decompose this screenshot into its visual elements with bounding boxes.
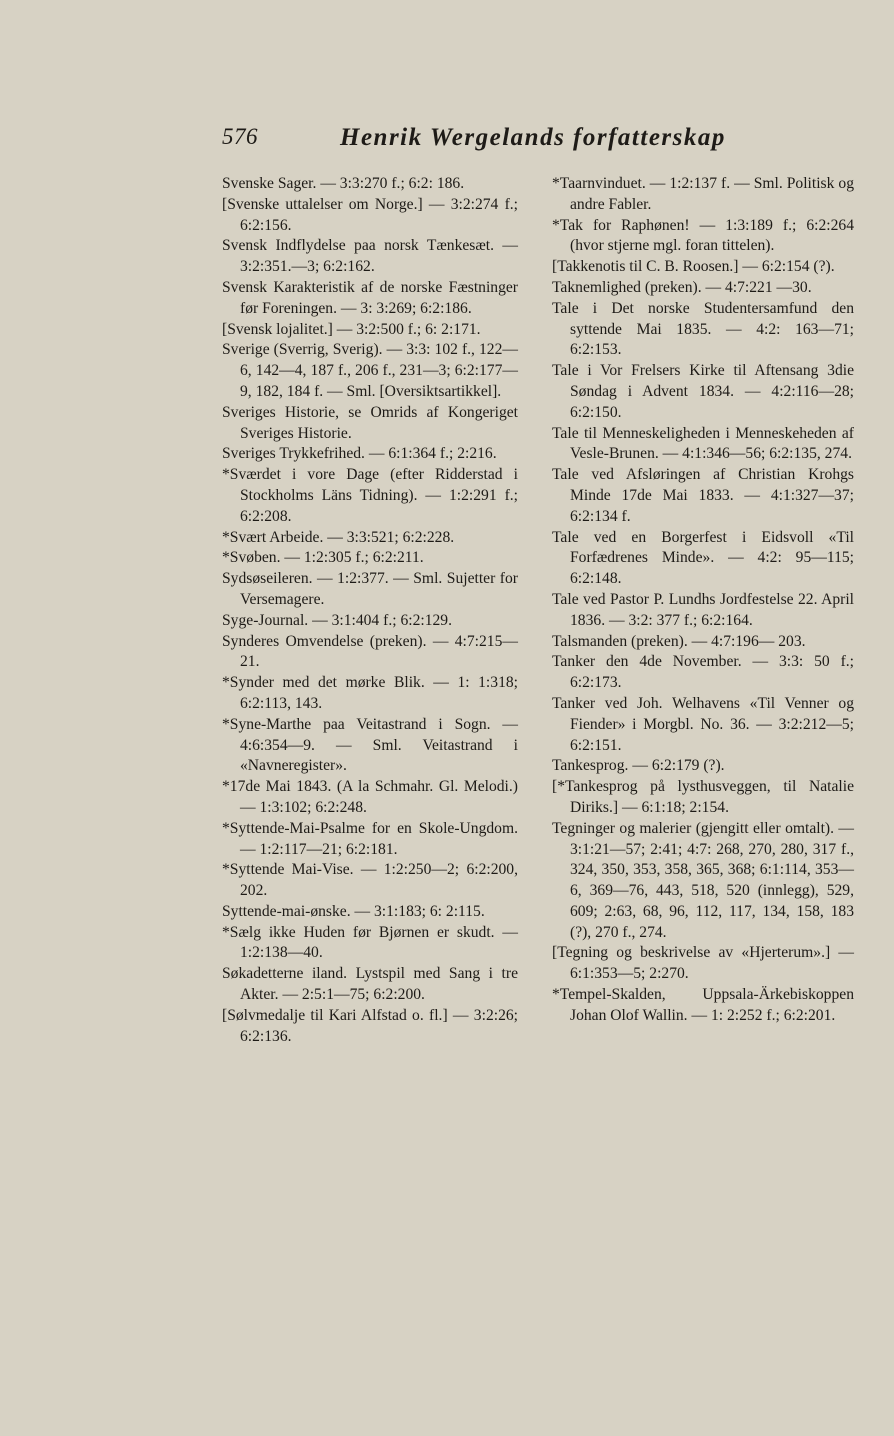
index-entry: Sverige (Sverrig, Sverig). — 3:3: 102 f., 122—6, 142—4, 187 f., 206 f., 231—3; 6:2:177—9, 182, 184 f. — Sml. [Oversiktsartikkel].: [222, 341, 518, 400]
index-entry: Tale til Menneskeligheden i Menneskeheden af Vesle-Brunen. — 4:1:346—56; 6:2:135, 274.: [552, 424, 854, 463]
index-entry: Tale ved Pastor P. Lundhs Jordfestelse 22. April 1836. — 3:2: 377 f.; 6:2:164.: [552, 590, 854, 629]
index-entry: *Syttende-Mai-Psalme for en Skole-Ungdom. — 1:2:117—21; 6:2:181.: [222, 819, 518, 858]
index-entry: *Svært Arbeide. — 3:3:521; 6:2:228.: [222, 528, 455, 546]
left-column: [222, 174, 518, 1047]
index-entry: Tegninger og malerier (gjengitt eller omtalt). — 3:1:21—57; 2:41; 4:7: 268, 270, 280, 317 f., 324, 350, 353, 358, 365, 368; 6:1:114, 353—6, 369—76, 443, 518, 520 (innlegg), 529, 609; 2:63, 68, 96, 112, 117, 134, 158, 183 (?), 270 f., 274.: [552, 819, 854, 941]
index-entry: *Tak for Raphønen! — 1:3:189 f.; 6:2:264 (hvor stjerne mgl. foran tittelen).: [552, 216, 854, 255]
index-entry: Sveriges Historie, se Omrids af Kongeriget Sveriges Historie.: [222, 403, 518, 442]
index-entry: *Synder med det mørke Blik. — 1: 1:318; 6:2:113, 143.: [222, 674, 518, 712]
running-title: Henrik Wergelands forfatterskap: [340, 124, 726, 151]
index-entry: Tankesprog. — 6:2:179 (?).: [552, 757, 725, 775]
index-entry: *Taarnvinduet. — 1:2:137 f. — Sml. Politisk og andre Fabler.: [552, 175, 854, 213]
index-entry: Talsmanden (preken). — 4:7:196— 203.: [552, 632, 806, 650]
page-number: 576: [222, 124, 258, 149]
index-entry: *Syttende Mai-Vise. — 1:2:250—2; 6:2:200, 202.: [222, 861, 518, 900]
index-entry: Synderes Omvendelse (preken). — 4:7:215—21.: [222, 632, 518, 671]
index-entry: *Sværdet i vore Dage (efter Ridderstad i Stockholms Läns Tidning). — 1:2:291 f.; 6:2:208.: [222, 466, 518, 525]
index-entry: Sydsøseileren. — 1:2:377. — Sml. Sujetter for Versemagere.: [222, 570, 518, 608]
index-entry: [Svensk lojalitet.] — 3:2:500 f.; 6: 2:171.: [222, 320, 481, 338]
index-entry: Tale i Vor Frelsers Kirke til Aftensang 3die Søndag i Advent 1834. — 4:2:116—28; 6:2:150.: [552, 362, 854, 421]
index-entry: *Svøben. — 1:2:305 f.; 6:2:211.: [222, 549, 424, 567]
index-entry: Syttende-mai-ønske. — 3:1:183; 6: 2:115.: [222, 902, 485, 920]
index-entry: Tanker den 4de November. — 3:3: 50 f.; 6:2:173.: [552, 653, 854, 692]
index-entry: Tale ved en Borgerfest i Eidsvoll «Til Forfædrenes Minde». — 4:2: 95—115; 6:2:148.: [552, 528, 854, 588]
index-entry: Sveriges Trykkefrihed. — 6:1:364 f.; 2:216.: [222, 445, 497, 463]
index-entry: [Svenske uttalelser om Norge.] — 3:2:274 f.; 6:2:156.: [222, 195, 518, 234]
index-entry: *Tempel-Skalden, Uppsala-Ärkebiskoppen Johan Olof Wallin. — 1: 2:252 f.; 6:2:201.: [552, 986, 854, 1024]
index-entry: Taknemlighed (preken). — 4:7:221 —30.: [552, 278, 812, 296]
index-entry: [Sølvmedalje til Kari Alfstad o. fl.] — 3:2:26; 6:2:136.: [222, 1006, 518, 1045]
index-entry: Svensk Indflydelse paa norsk Tænkesæt. — 3:2:351.—3; 6:2:162.: [222, 237, 518, 276]
right-column: [552, 174, 854, 1027]
index-entry: Syge-Journal. — 3:1:404 f.; 6:2:129.: [222, 611, 452, 629]
index-entry: Svensk Karakteristik af de norske Fæstninger før Foreningen. — 3: 3:269; 6:2:186.: [222, 278, 518, 317]
page-header: [0, 124, 894, 158]
index-entry: Tale ved Afsløringen af Christian Krohgs Minde 17de Mai 1833. — 4:1:327—37; 6:2:134 f.: [552, 466, 854, 525]
index-entry: Tale i Det norske Studentersamfund den syttende Mai 1835. — 4:2: 163—71; 6:2:153.: [552, 299, 854, 359]
index-entry: [*Tankesprog på lysthusveggen, til Natalie Diriks.] — 6:1:18; 2:154.: [552, 778, 854, 816]
index-entry: [Takkenotis til C. B. Roosen.] — 6:2:154 (?).: [552, 258, 835, 276]
index-entry: Svenske Sager. — 3:3:270 f.; 6:2: 186.: [222, 175, 465, 192]
index-entry: Tanker ved Joh. Welhavens «Til Venner og Fiender» i Morgbl. No. 36. — 3:2:212—5; 6:2:151.: [552, 694, 854, 754]
index-entry: *Syne-Marthe paa Veitastrand i Sogn. — 4:6:354—9. — Sml. Veitastrand i «Navneregister».: [222, 715, 518, 775]
index-entry: [Tegning og beskrivelse av «Hjerterum».] — 6:1:353—5; 2:270.: [552, 944, 854, 983]
index-entry: Søkadetterne iland. Lystspil med Sang i tre Akter. — 2:5:1—75; 6:2:200.: [222, 965, 518, 1004]
index-entry: *17de Mai 1843. (A la Schmahr. Gl. Melodi.) — 1:3:102; 6:2:248.: [222, 778, 518, 816]
index-entry: *Sælg ikke Huden før Bjørnen er skudt. — 1:2:138—40.: [222, 923, 518, 962]
